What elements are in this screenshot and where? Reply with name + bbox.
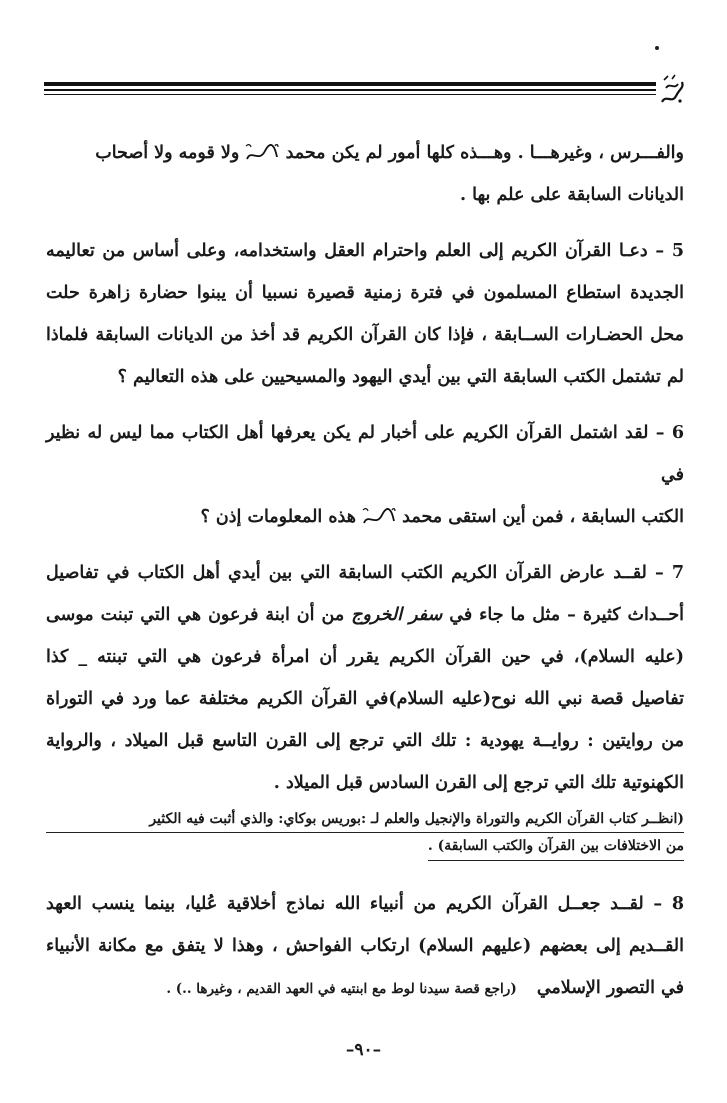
paragraph-5: 5 – دعـا القرآن الكريم إلى العلم واحترام العقل واستخدامه، وعلى أساس من تعاليمه الجديدة استطاع المسلمون في فترة زمنية قصيرة نسبيا أن يبنوا حضارة زاهرة حلت محل الحضـارات الســابقة ، فإذا كان القرآن الكريم قد أخذ من الديانات السابقة فلماذا لم تشتمل الكتب السابقة التي بين أيدي اليهود والمسيحيين على هذه التعاليم ؟ bbox=[46, 241, 684, 387]
paragraph-8: 8 – لقــد جعــل القرآن الكريم من أنبياء الله نماذج أخلاقية عُليا، بينما ينسب العهد القــديم إلى بعضهم (عليهم السلام) ارتكاب الفواحش ، وهذا لا يتفق مع مكانة الأنبياء في التصور الإسلامي (راجع قصة سيدنا لوط مع ابنتيه في العهد القديم ، وغيرها ..) . bbox=[46, 894, 684, 998]
header-rule bbox=[44, 80, 656, 98]
page-mark-dot bbox=[655, 46, 659, 50]
paragraph-continued: والفـــرس ، وغيرهـــا . وهـــذه كلها أمور لم يكن محمد ولا قومه ولا أصحاب الديانات السابقة على علم بها . bbox=[95, 143, 684, 205]
footnote-line-2: من الاختلافات بين القرآن والكتب السابقة) . bbox=[428, 833, 684, 861]
paragraph-6: 6 – لقد اشتمل القرآن الكريم على أخبار لم يكن يعرفها أهل الكتاب مما ليس له نظير في الكتب السابقة ، فمن أين استقى محمد هذه المعلومات إذن ؟ bbox=[46, 423, 684, 527]
footnote-block bbox=[46, 806, 684, 833]
book-title-exodus: سفر الخروج bbox=[351, 605, 443, 625]
salla-allah-alayhi-wasallam-icon bbox=[362, 507, 396, 529]
page-number: –٩٠– bbox=[345, 1040, 382, 1060]
salla-allah-alayhi-wasallam-calligraphy-icon bbox=[658, 74, 688, 108]
paragraph-7: 7 – لقــد عارض القرآن الكريم الكتب السابقة التي بين أيدي أهل الكتاب في تفاصيل أحــداث كثيرة – مثل ما جاء في سفر الخروج من أن ابنة فرعون هي التي تبنت موسى (عليه السلام)، في حين القرآن الكريم يقرر أن امرأة فرعون هي التي تبنته _ كذا تفاصيل قصة نبي الله نوح(عليه السلام)في القرآن الكريم مختلفة عما ورد في التوراة من روايتين : روايــة يهودية : تلك التي ترجع إلى القرن التاسع قبل الميلاد ، والرواية الكهنوتية تلك التي ترجع إلى القرن السادس قبل الميلاد . bbox=[46, 563, 684, 793]
salla-allah-alayhi-wasallam-icon bbox=[245, 143, 279, 165]
page-body bbox=[46, 132, 684, 1010]
footnote-line-1: (انظــر كتاب القرآن الكريم والتوراة والإنجيل والعلم لـ :بوريس بوكاي: والذي أثبت فيه الكثير bbox=[149, 811, 684, 827]
inline-reference-note: (راجع قصة سيدنا لوط مع ابنتيه في العهد القديم ، وغيرها ..) . bbox=[166, 981, 517, 997]
